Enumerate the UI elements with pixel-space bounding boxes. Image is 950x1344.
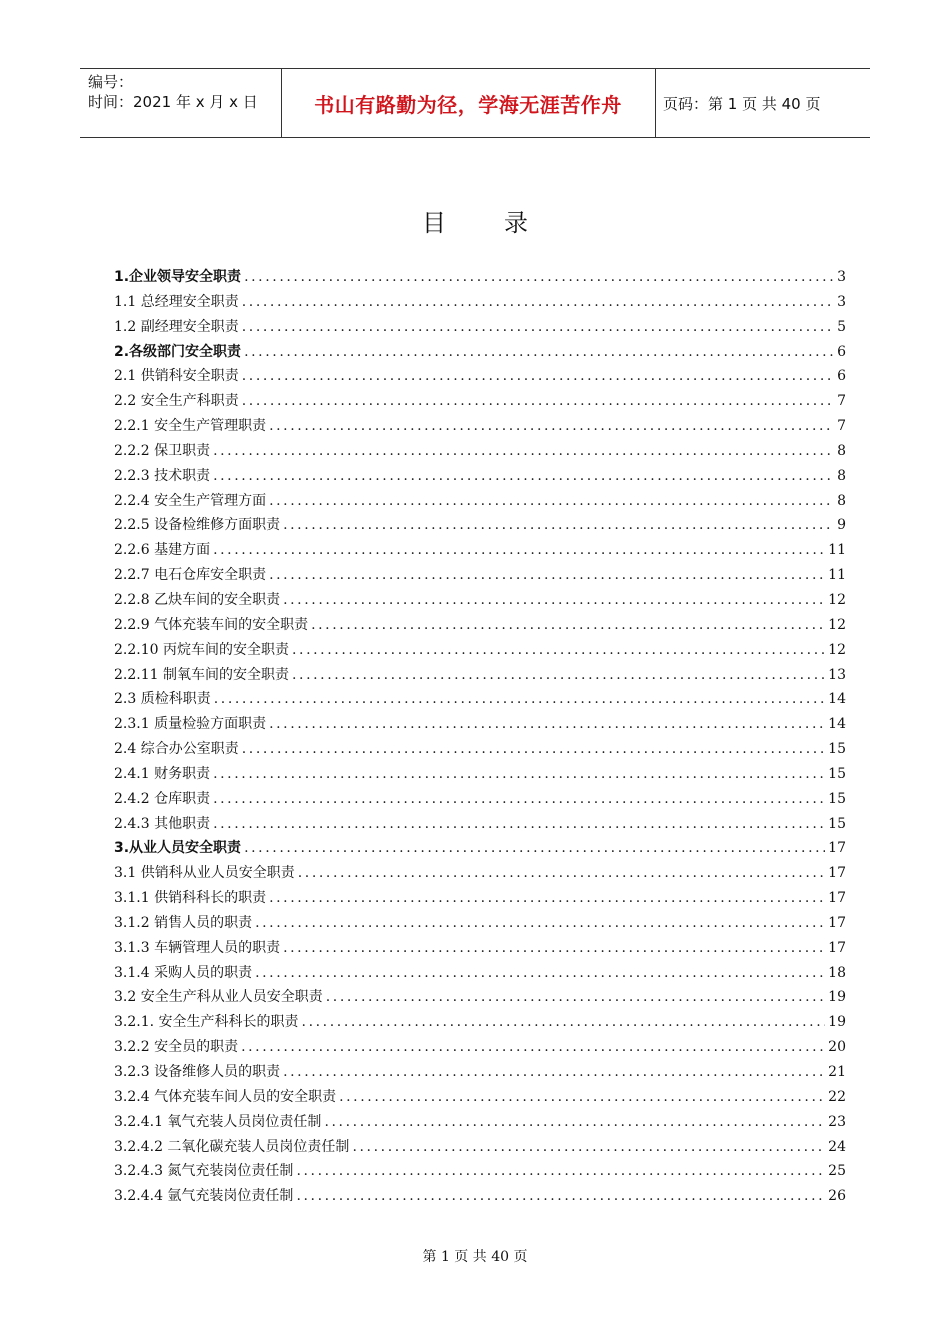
toc-entry[interactable] (114, 389, 846, 414)
toc-entry[interactable] (114, 737, 846, 762)
toc-entry-page: 23 (828, 1113, 846, 1130)
toc-leader-dots (283, 936, 825, 961)
toc-entry-page: 12 (828, 616, 846, 633)
header-divider (655, 69, 656, 137)
toc-entry-page: 22 (828, 1088, 846, 1105)
toc-entry-label: 2.各级部门安全职责 (114, 343, 242, 360)
toc-entry-label: 2.2.11 制氧车间的安全职责 (114, 666, 289, 683)
toc-entry[interactable] (114, 861, 846, 886)
toc-entry-label: 3.2.4.3 氮气充装岗位责任制 (114, 1163, 294, 1180)
toc-entry[interactable] (114, 712, 846, 737)
toc-leader-dots (324, 1110, 825, 1135)
toc-leader-dots (296, 1184, 825, 1209)
toc-entry-page: 20 (828, 1039, 846, 1056)
toc-leader-dots (213, 538, 825, 563)
toc-leader-dots (213, 439, 834, 464)
toc-entry-page: 11 (828, 567, 846, 584)
toc-entry-page: 6 (837, 343, 846, 360)
toc-entry-page: 21 (828, 1064, 846, 1080)
page-footer: 第 1 页 共 40 页 (422, 1249, 528, 1265)
toc-entry-label: 2.2.9 气体充装车间的安全职责 (114, 616, 309, 633)
toc-entry-label: 3.1.3 车辆管理人员的职责 (114, 939, 281, 956)
toc-entry-page: 17 (828, 914, 846, 931)
toc-entry-label: 3.2.2 安全员的职责 (114, 1039, 239, 1056)
toc-leader-dots (352, 1135, 825, 1160)
date-label: 时间：2021 年 x 月 x 日 (88, 93, 258, 111)
toc-entry[interactable] (114, 936, 846, 961)
toc-leader-dots (244, 340, 834, 365)
toc-entry-label: 2.2.6 基建方面 (114, 542, 211, 559)
toc-entry-page: 12 (828, 591, 846, 608)
toc-entry[interactable] (114, 340, 846, 365)
toc-entry-page: 7 (837, 393, 846, 410)
toc-entry-label: 3.1.1 供销科科长的职责 (114, 890, 267, 907)
toc-entry-label: 3.2.4 气体充装车间人员的安全职责 (114, 1088, 337, 1105)
toc-entry-label: 2.4.3 其他职责 (114, 815, 211, 832)
toc-entry[interactable] (114, 538, 846, 563)
toc-entry-label: 2.2 安全生产科职责 (114, 393, 239, 410)
toc-entry[interactable] (114, 1035, 846, 1060)
toc-entry-label: 2.2.7 电石仓库安全职责 (114, 567, 267, 584)
toc-leader-dots (244, 265, 834, 290)
toc-entry[interactable] (114, 911, 846, 936)
toc-entry-page: 15 (828, 741, 846, 758)
toc-entry[interactable] (114, 985, 846, 1010)
toc-leader-dots (213, 812, 825, 837)
toc-entry-label: 2.2.1 安全生产管理职责 (114, 418, 267, 435)
toc-entry-label: 1.2 副经理安全职责 (114, 318, 239, 335)
toc-leader-dots (339, 1085, 825, 1110)
toc-leader-dots (269, 712, 825, 737)
toc-leader-dots (242, 389, 834, 414)
toc-entry[interactable] (114, 1085, 846, 1110)
toc-leader-dots (302, 1010, 826, 1035)
toc-entry[interactable] (114, 687, 846, 712)
toc-leader-dots (298, 861, 825, 886)
toc-entry[interactable] (114, 613, 846, 638)
toc-entry-page: 14 (828, 716, 846, 733)
toc-entry[interactable] (114, 588, 846, 613)
toc-leader-dots (311, 613, 825, 638)
toc-entry[interactable] (114, 961, 846, 986)
toc-entry-page: 17 (828, 939, 846, 956)
toc-entry-label: 3.1.2 销售人员的职责 (114, 914, 253, 931)
toc-leader-dots (269, 414, 834, 439)
toc-entry-label: 3.2 安全生产科从业人员安全职责 (114, 989, 323, 1006)
toc-entry[interactable] (114, 364, 846, 389)
toc-leader-dots (283, 588, 825, 613)
toc-entry[interactable] (114, 315, 846, 340)
toc-entry-page: 8 (837, 492, 846, 509)
toc-entry[interactable] (114, 464, 846, 489)
toc-entry-page: 8 (837, 442, 846, 459)
header-info (88, 72, 258, 112)
toc-entry-label: 2.2.4 安全生产管理方面 (114, 492, 267, 509)
toc-entry[interactable] (114, 414, 846, 439)
toc-entry-page: 19 (828, 989, 846, 1006)
toc-leader-dots (241, 1035, 825, 1060)
toc-entry-page: 25 (828, 1163, 846, 1180)
toc-leader-dots (292, 638, 825, 663)
toc-entry[interactable] (114, 812, 846, 837)
toc-leader-dots (269, 489, 834, 514)
toc-leader-dots (255, 961, 825, 986)
toc-entry-page: 17 (828, 890, 846, 907)
toc-entry-label: 2.4 综合办公室职责 (114, 741, 239, 758)
toc-leader-dots (326, 985, 825, 1010)
toc-entry-page: 19 (828, 1014, 846, 1031)
toc-entry[interactable] (114, 1060, 846, 1085)
toc-entry[interactable] (114, 1159, 846, 1184)
toc-entry[interactable] (114, 1010, 846, 1035)
toc-leader-dots (213, 762, 825, 787)
toc-entry-label: 1.1 总经理安全职责 (114, 293, 239, 310)
toc-entry[interactable] (114, 663, 846, 688)
toc-entry-page: 11 (828, 542, 846, 559)
toc-entry-label: 2.3 质检科职责 (114, 691, 211, 708)
toc-leader-dots (283, 513, 834, 538)
toc-entry-page: 15 (828, 765, 846, 782)
toc-entry-page: 18 (828, 964, 846, 981)
toc-entry-label: 2.4.1 财务职责 (114, 765, 211, 782)
toc-entry-page: 14 (828, 691, 846, 708)
toc-entry-page: 5 (837, 318, 846, 335)
table-of-contents (114, 265, 846, 1209)
toc-entry-label: 2.3.1 质量检验方面职责 (114, 716, 267, 733)
toc-leader-dots (283, 1060, 825, 1085)
toc-leader-dots (213, 464, 834, 489)
toc-entry-page: 15 (828, 790, 846, 807)
toc-entry-label: 3.2.1. 安全生产科科长的职责 (114, 1014, 299, 1031)
toc-entry-page: 8 (837, 467, 846, 484)
toc-entry-page: 3 (837, 293, 846, 310)
toc-entry-label: 3.2.4.4 氩气充装岗位责任制 (114, 1188, 294, 1205)
toc-entry-page: 24 (828, 1138, 846, 1155)
toc-leader-dots (242, 290, 834, 315)
serial-label: 编号： (88, 73, 134, 91)
toc-leader-dots (213, 787, 825, 812)
toc-leader-dots (244, 836, 825, 861)
toc-entry[interactable] (114, 787, 846, 812)
toc-entry-label: 2.2.5 设备检维修方面职责 (114, 517, 281, 534)
toc-entry[interactable] (114, 886, 846, 911)
toc-leader-dots (242, 315, 834, 340)
toc-entry-label: 3.2.4.2 二氧化碳充装人员岗位责任制 (114, 1138, 350, 1155)
toc-entry[interactable] (114, 265, 846, 290)
toc-title: 目录 (422, 209, 586, 237)
toc-leader-dots (269, 563, 825, 588)
toc-entry[interactable] (114, 563, 846, 588)
toc-entry[interactable] (114, 439, 846, 464)
toc-entry[interactable] (114, 1135, 846, 1160)
toc-entry[interactable] (114, 489, 846, 514)
toc-entry[interactable] (114, 290, 846, 315)
toc-entry-page: 3 (837, 269, 846, 285)
toc-leader-dots (296, 1159, 825, 1184)
header-slogan: 书山有路勤为径，学海无涯苦作舟 (314, 92, 622, 117)
toc-entry-page: 15 (828, 815, 846, 832)
toc-entry-label: 3.1 供销科从业人员安全职责 (114, 865, 295, 882)
toc-leader-dots (214, 687, 825, 712)
toc-entry[interactable] (114, 638, 846, 663)
toc-entry-page: 7 (837, 418, 846, 435)
toc-entry-page: 13 (828, 666, 846, 683)
toc-entry-page: 6 (837, 368, 846, 385)
toc-entry-page: 9 (837, 517, 846, 534)
toc-entry-page: 17 (828, 840, 846, 857)
page-header (80, 68, 870, 138)
toc-entry-label: 2.2.10 丙烷车间的安全职责 (114, 641, 289, 658)
toc-entry-label: 3.2.3 设备维修人员的职责 (114, 1064, 281, 1080)
toc-entry-label: 2.2.3 技术职责 (114, 467, 211, 484)
toc-entry-label: 3.2.4.1 氧气充装人员岗位责任制 (114, 1113, 322, 1130)
toc-entry[interactable] (114, 836, 846, 861)
toc-entry-label: 2.1 供销科安全职责 (114, 368, 239, 385)
toc-entry[interactable] (114, 1110, 846, 1135)
toc-entry[interactable] (114, 1184, 846, 1209)
toc-entry[interactable] (114, 513, 846, 538)
toc-entry-page: 17 (828, 865, 846, 882)
header-page-code: 页码：第 1 页 共 40 页 (663, 94, 821, 113)
toc-leader-dots (242, 737, 825, 762)
toc-entry-label: 3.1.4 采购人员的职责 (114, 964, 253, 981)
toc-leader-dots (255, 911, 825, 936)
toc-entry-label: 2.2.2 保卫职责 (114, 442, 211, 459)
toc-entry-label: 3.从业人员安全职责 (114, 840, 242, 857)
toc-entry-label: 1.企业领导安全职责 (114, 269, 242, 285)
toc-leader-dots (269, 886, 825, 911)
toc-leader-dots (292, 663, 825, 688)
toc-entry-page: 12 (828, 641, 846, 658)
toc-entry-label: 2.2.8 乙炔车间的安全职责 (114, 591, 281, 608)
toc-entry-label: 2.4.2 仓库职责 (114, 790, 211, 807)
toc-entry[interactable] (114, 762, 846, 787)
toc-leader-dots (242, 364, 834, 389)
toc-entry-page: 26 (828, 1188, 846, 1205)
